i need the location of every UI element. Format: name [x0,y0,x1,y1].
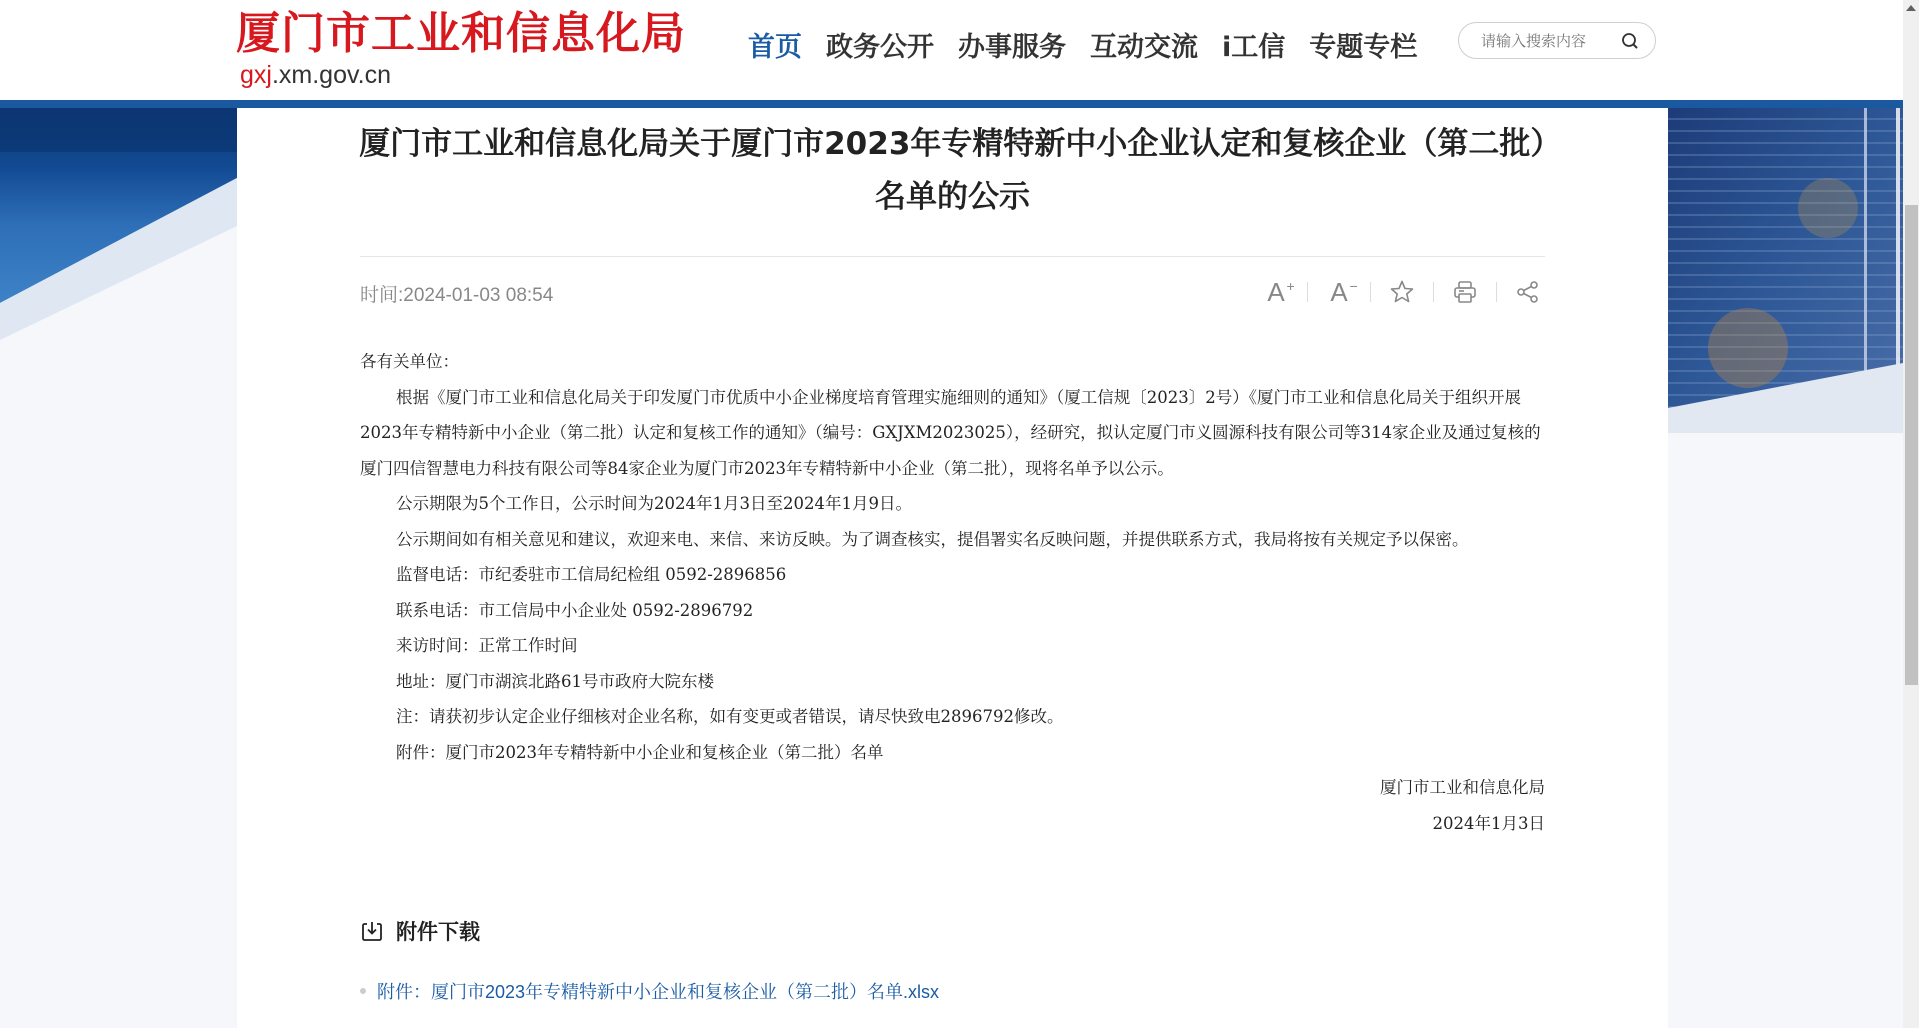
article-title: 厦门市工业和信息化局关于厦门市2023年专精特新中小企业认定和复核企业（第二批）名单的公示 [359,126,1546,215]
article-body [360,344,1545,841]
toolbar-separator [1307,282,1308,302]
body-paragraph: 公示期间如有相关意见和建议，欢迎来电、来信、来访反映。为了调查核实，提倡署实名反映问题，并提供联系方式，我局将按有关规定予以保密。 [396,529,1469,549]
print-button[interactable] [1451,278,1479,306]
article-panel [237,108,1668,1028]
body-paragraph: 根据《厦门市工业和信息化局关于印发厦门市优质中小企业梯度培育管理实施细则的通知》（厦工信规〔2023〕2号）《厦门市工业和信息化局关于组织开展2023年专精特新中小企业（第二批）认定和复核工作的通知》（编号：GXJXM2023025），经研究，拟认定厦门市义圆源科技有限公司等314家企业及通过复核的厦门四信智慧电力科技有限公司等84家企业为厦门市2023年专精特新中小企业（第二批），现将名单予以公示。 [360,387,1541,478]
toolbar-separator [1496,282,1497,302]
attachments-heading: 附件下载 [396,920,480,944]
search-box [1458,22,1656,59]
decorative-sea-background [0,108,237,408]
salutation: 各有关单位： [360,352,459,371]
contact-phone: 联系电话：市工信局中小企业处 0592-2896792 [396,600,754,620]
printer-icon [1452,279,1478,305]
site-logo-url[interactable] [240,60,391,90]
nav-i-gongxin[interactable]: i工信 [1222,32,1286,63]
sign-date: 2024年1月3日 [1432,813,1545,833]
search-button[interactable] [1619,30,1641,52]
nav-interaction[interactable]: 互动交流 [1090,32,1198,63]
search-icon [1619,30,1641,52]
font-decrease-button[interactable] [1325,277,1358,307]
attachment-item [360,978,939,1004]
logo-url-suffix: .xm.gov.cn [271,61,391,89]
download-icon [360,919,384,943]
share-icon [1515,279,1541,305]
font-increase-button[interactable] [1262,277,1295,307]
header-accent-bar [0,100,1903,108]
toolbar-separator [1433,282,1434,302]
attachment-link[interactable]: 附件：厦门市2023年专精特新中小企业和复核企业（第二批）名单.xlsx [377,982,940,1002]
decorative-building-background [1668,108,1903,433]
main-nav [748,28,1441,68]
nav-government-affairs[interactable]: 政务公开 [826,32,934,63]
star-icon [1389,279,1415,305]
attachments-header [360,916,480,946]
body-paragraph: 公示期限为5个工作日，公示时间为2024年1月3日至2024年1月9日。 [396,494,912,513]
page-scrollbar[interactable] [1903,0,1919,1028]
note: 注：请获初步认定企业仔细核对企业名称，如有变更或者错误，请尽快致电2896792修改。 [396,707,1064,726]
article-toolbar [1262,276,1542,308]
nav-special-topics[interactable]: 专题专栏 [1309,32,1418,63]
site-logo-title[interactable]: 厦门市工业和信息化局 [236,8,686,59]
publish-time [360,280,553,307]
bullet-icon [360,988,366,994]
title-divider [360,256,1545,257]
logo-url-prefix: gxj [240,61,272,89]
scroll-up-button[interactable] [1903,0,1919,16]
arrow-up-icon [1906,5,1916,11]
search-input[interactable] [1481,30,1611,52]
nav-services[interactable]: 办事服务 [958,32,1066,63]
site-header [0,0,1903,100]
attachment-mention: 附件：厦门市2023年专精特新中小企业和复核企业（第二批）名单 [396,742,884,762]
toolbar-separator [1370,282,1371,302]
visit-time: 来访时间：正常工作时间 [396,636,578,655]
address: 地址：厦门市湖滨北路61号市政府大院东楼 [396,671,714,691]
font-increase-icon: A + [1267,277,1295,307]
nav-home[interactable]: 首页 [748,32,802,63]
favorite-button[interactable] [1388,278,1416,306]
font-decrease-icon: A − [1330,277,1358,307]
publish-time-label: 时间: [360,285,404,306]
signature: 厦门市工业和信息化局 [1380,778,1545,797]
scrollbar-thumb[interactable] [1905,205,1918,685]
share-button[interactable] [1514,278,1542,306]
publish-time-value: 2024-01-03 08:54 [403,285,554,306]
contact-supervision-phone: 监督电话：市纪委驻市工信局纪检组 0592-2896856 [396,565,787,584]
